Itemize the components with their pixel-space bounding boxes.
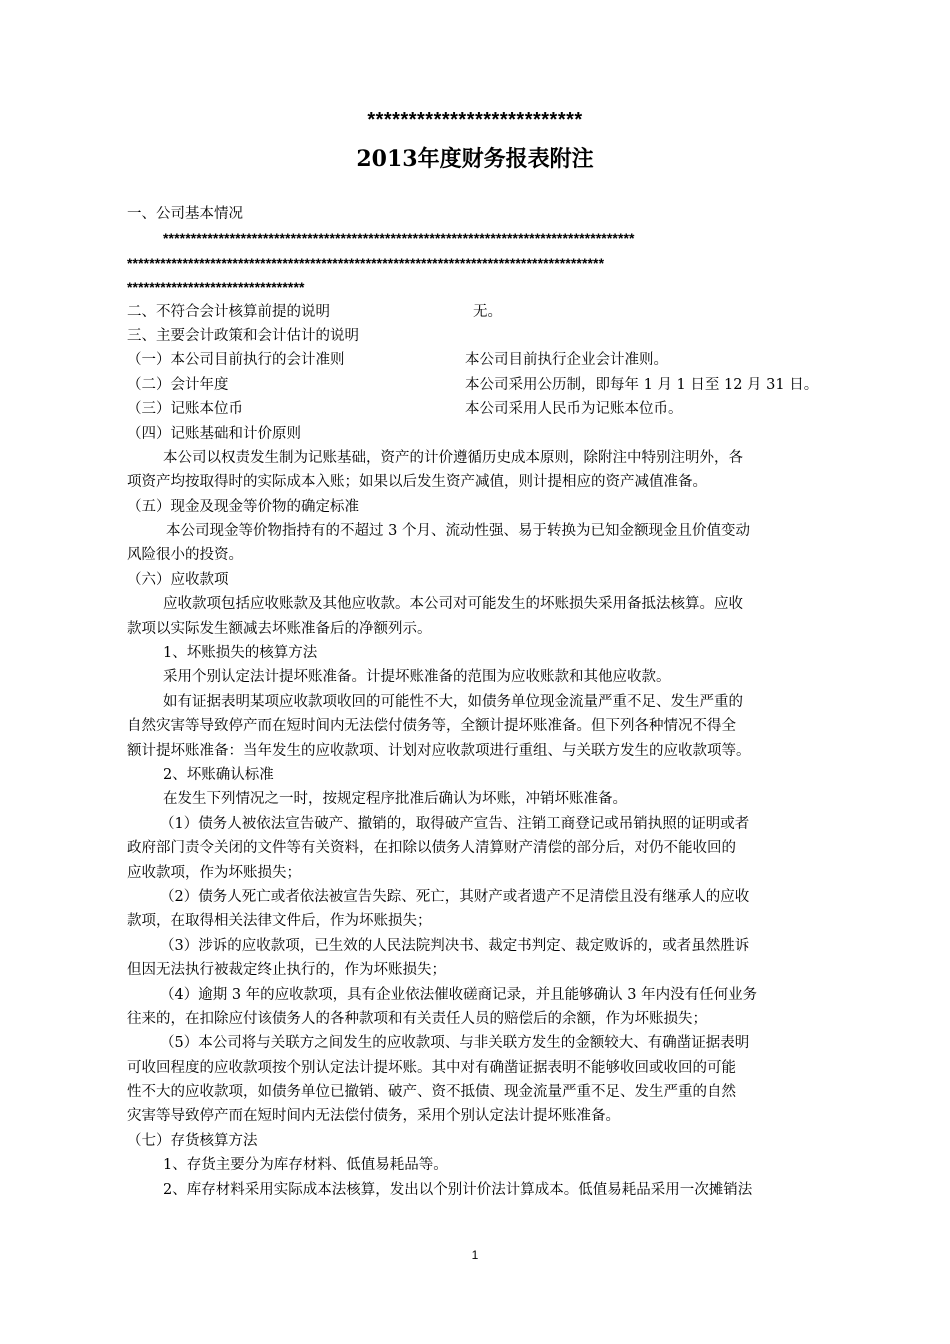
policy-row	[127, 348, 839, 372]
criterion-line: 可收回程度的应收款项按个别认定法计提坏账。其中对有确凿证据表明不能够收回或收回的可能	[127, 1059, 736, 1076]
masked-company-name: **************************	[367, 109, 583, 131]
paragraph-line: 2、库存材料采用实际成本法核算，发出以个别计价法计算成本。低值易耗品采用一次摊销法	[163, 1181, 753, 1198]
section-heading: 二、不符合会计核算前提的说明	[127, 303, 330, 320]
sub-heading: 2、坏账确认标准	[163, 766, 274, 783]
paragraph-line: 款项以实际发生额减去坏账准备后的净额列示。	[127, 620, 432, 637]
document-body	[127, 202, 839, 1202]
criterion-line: 但因无法执行被裁定终止执行的，作为坏账损失；	[127, 962, 446, 979]
criterion-line: （4）逾期 3 年的应收款项，具有企业依法催收磋商记录，并且能够确认 3 年内没有任何业务	[160, 986, 758, 1003]
masked-paragraph-line: **************************************************************************************	[127, 254, 605, 271]
criterion-line: （5）本公司将与关联方之间发生的应收款项、与非关联方发生的金额较大、有确凿证据表明	[160, 1035, 750, 1052]
paragraph-line: 应收款项包括应收账款及其他应收款。本公司对可能发生的坏账损失采用备抵法核算。应收	[163, 596, 743, 613]
criterion-line: （1）债务人被依法宣告破产、撤销的，取得破产宣告、注销工商登记或吊销执照的证明或者	[160, 815, 750, 832]
section-heading: 三、主要会计政策和会计估计的说明	[127, 327, 359, 344]
policy-row	[127, 397, 839, 421]
criterion-line: 应收款项，作为坏账损失；	[127, 864, 301, 881]
paragraph-line: 额计提坏账准备：当年发生的应收款项、计划对应收款项进行重组、与关联方发生的应收款项等。	[127, 742, 751, 759]
subsection-heading: （七）存货核算方法	[127, 1132, 258, 1149]
policy-value: 本公司目前执行企业会计准则。	[465, 352, 668, 369]
criterion-line: （3）涉诉的应收款项，已生效的人民法院判决书、裁定书判定、裁定败诉的，或者虽然胜诉	[160, 937, 750, 954]
paragraph-line: 本公司以权责发生制为记账基础，资产的计价遵循历史成本原则，除附注中特别注明外，各	[163, 449, 743, 466]
criterion-line: 性不大的应收款项，如债务单位已撤销、破产、资不抵债、现金流量严重不足、发生严重的自然	[127, 1084, 736, 1101]
section-heading: 一、公司基本情况	[127, 206, 243, 222]
sub-heading: 1、坏账损失的核算方法	[163, 645, 318, 662]
paragraph-line: 项资产均按取得时的实际成本入账；如果以后发生资产减值，则计提相应的资产减值准备。	[127, 474, 707, 491]
paragraph-line: 自然灾害等导致停产而在短时间内无法偿付债务等，全额计提坏账准备。但下列各种情况不得全	[127, 718, 736, 735]
policy-value: 本公司采用公历制，即每年 1 月 1 日至 12 月 31 日。	[465, 376, 819, 393]
masked-paragraph-line: ********************************	[127, 279, 305, 296]
policy-label: （二）会计年度	[127, 376, 229, 393]
page-number: 1	[471, 1248, 479, 1262]
criterion-line: 政府部门责令关闭的文件等有关资料，在扣除以债务人清算财产清偿的部分后，对仍不能收回的	[127, 840, 736, 857]
document-title: 2013年度财务报表附注	[356, 146, 594, 172]
paragraph-line: 在发生下列情况之一时，按规定程序批准后确认为坏账，冲销坏账准备。	[163, 791, 627, 808]
paragraph-line: 风险很小的投资。	[127, 547, 243, 564]
criterion-line: （2）债务人死亡或者依法被宣告失踪、死亡，其财产或者遗产不足清偿且没有继承人的应收	[160, 888, 750, 905]
policy-value: 本公司采用人民币为记账本位币。	[465, 401, 683, 418]
subsection-heading: （五）现金及现金等价物的确定标准	[127, 498, 359, 515]
paragraph-line: 如有证据表明某项应收款项收回的可能性不大，如债务单位现金流量严重不足、发生严重的	[163, 693, 743, 710]
subsection-heading: （四）记账基础和计价原则	[127, 425, 301, 442]
policy-row	[127, 373, 839, 397]
section-value: 无。	[473, 303, 502, 320]
section-heading-row	[127, 300, 839, 324]
paragraph-line: 1、存货主要分为库存材料、低值易耗品等。	[163, 1157, 448, 1174]
paragraph-line: 本公司现金等价物指持有的不超过 3 个月、流动性强、易于转换为已知金额现金且价值变动	[166, 523, 750, 540]
criterion-line: 灾害等导致停产而在短时间内无法偿付债务，采用个别认定法计提坏账准备。	[127, 1108, 620, 1125]
policy-label: （一）本公司目前执行的会计准则	[127, 352, 345, 369]
subsection-heading: （六）应收款项	[127, 571, 229, 588]
criterion-line: 款项，在取得相关法律文件后，作为坏账损失；	[127, 913, 432, 930]
paragraph-line: 采用个别认定法计提坏账准备。计提坏账准备的范围为应收账款和其他应收款。	[163, 669, 671, 686]
policy-label: （三）记账本位币	[127, 401, 243, 418]
masked-paragraph-line: *************************************************************************************	[163, 230, 635, 247]
criterion-line: 往来的，在扣除应付该债务人的各种款项和有关责任人员的赔偿后的余额，作为坏账损失；	[127, 1010, 707, 1027]
